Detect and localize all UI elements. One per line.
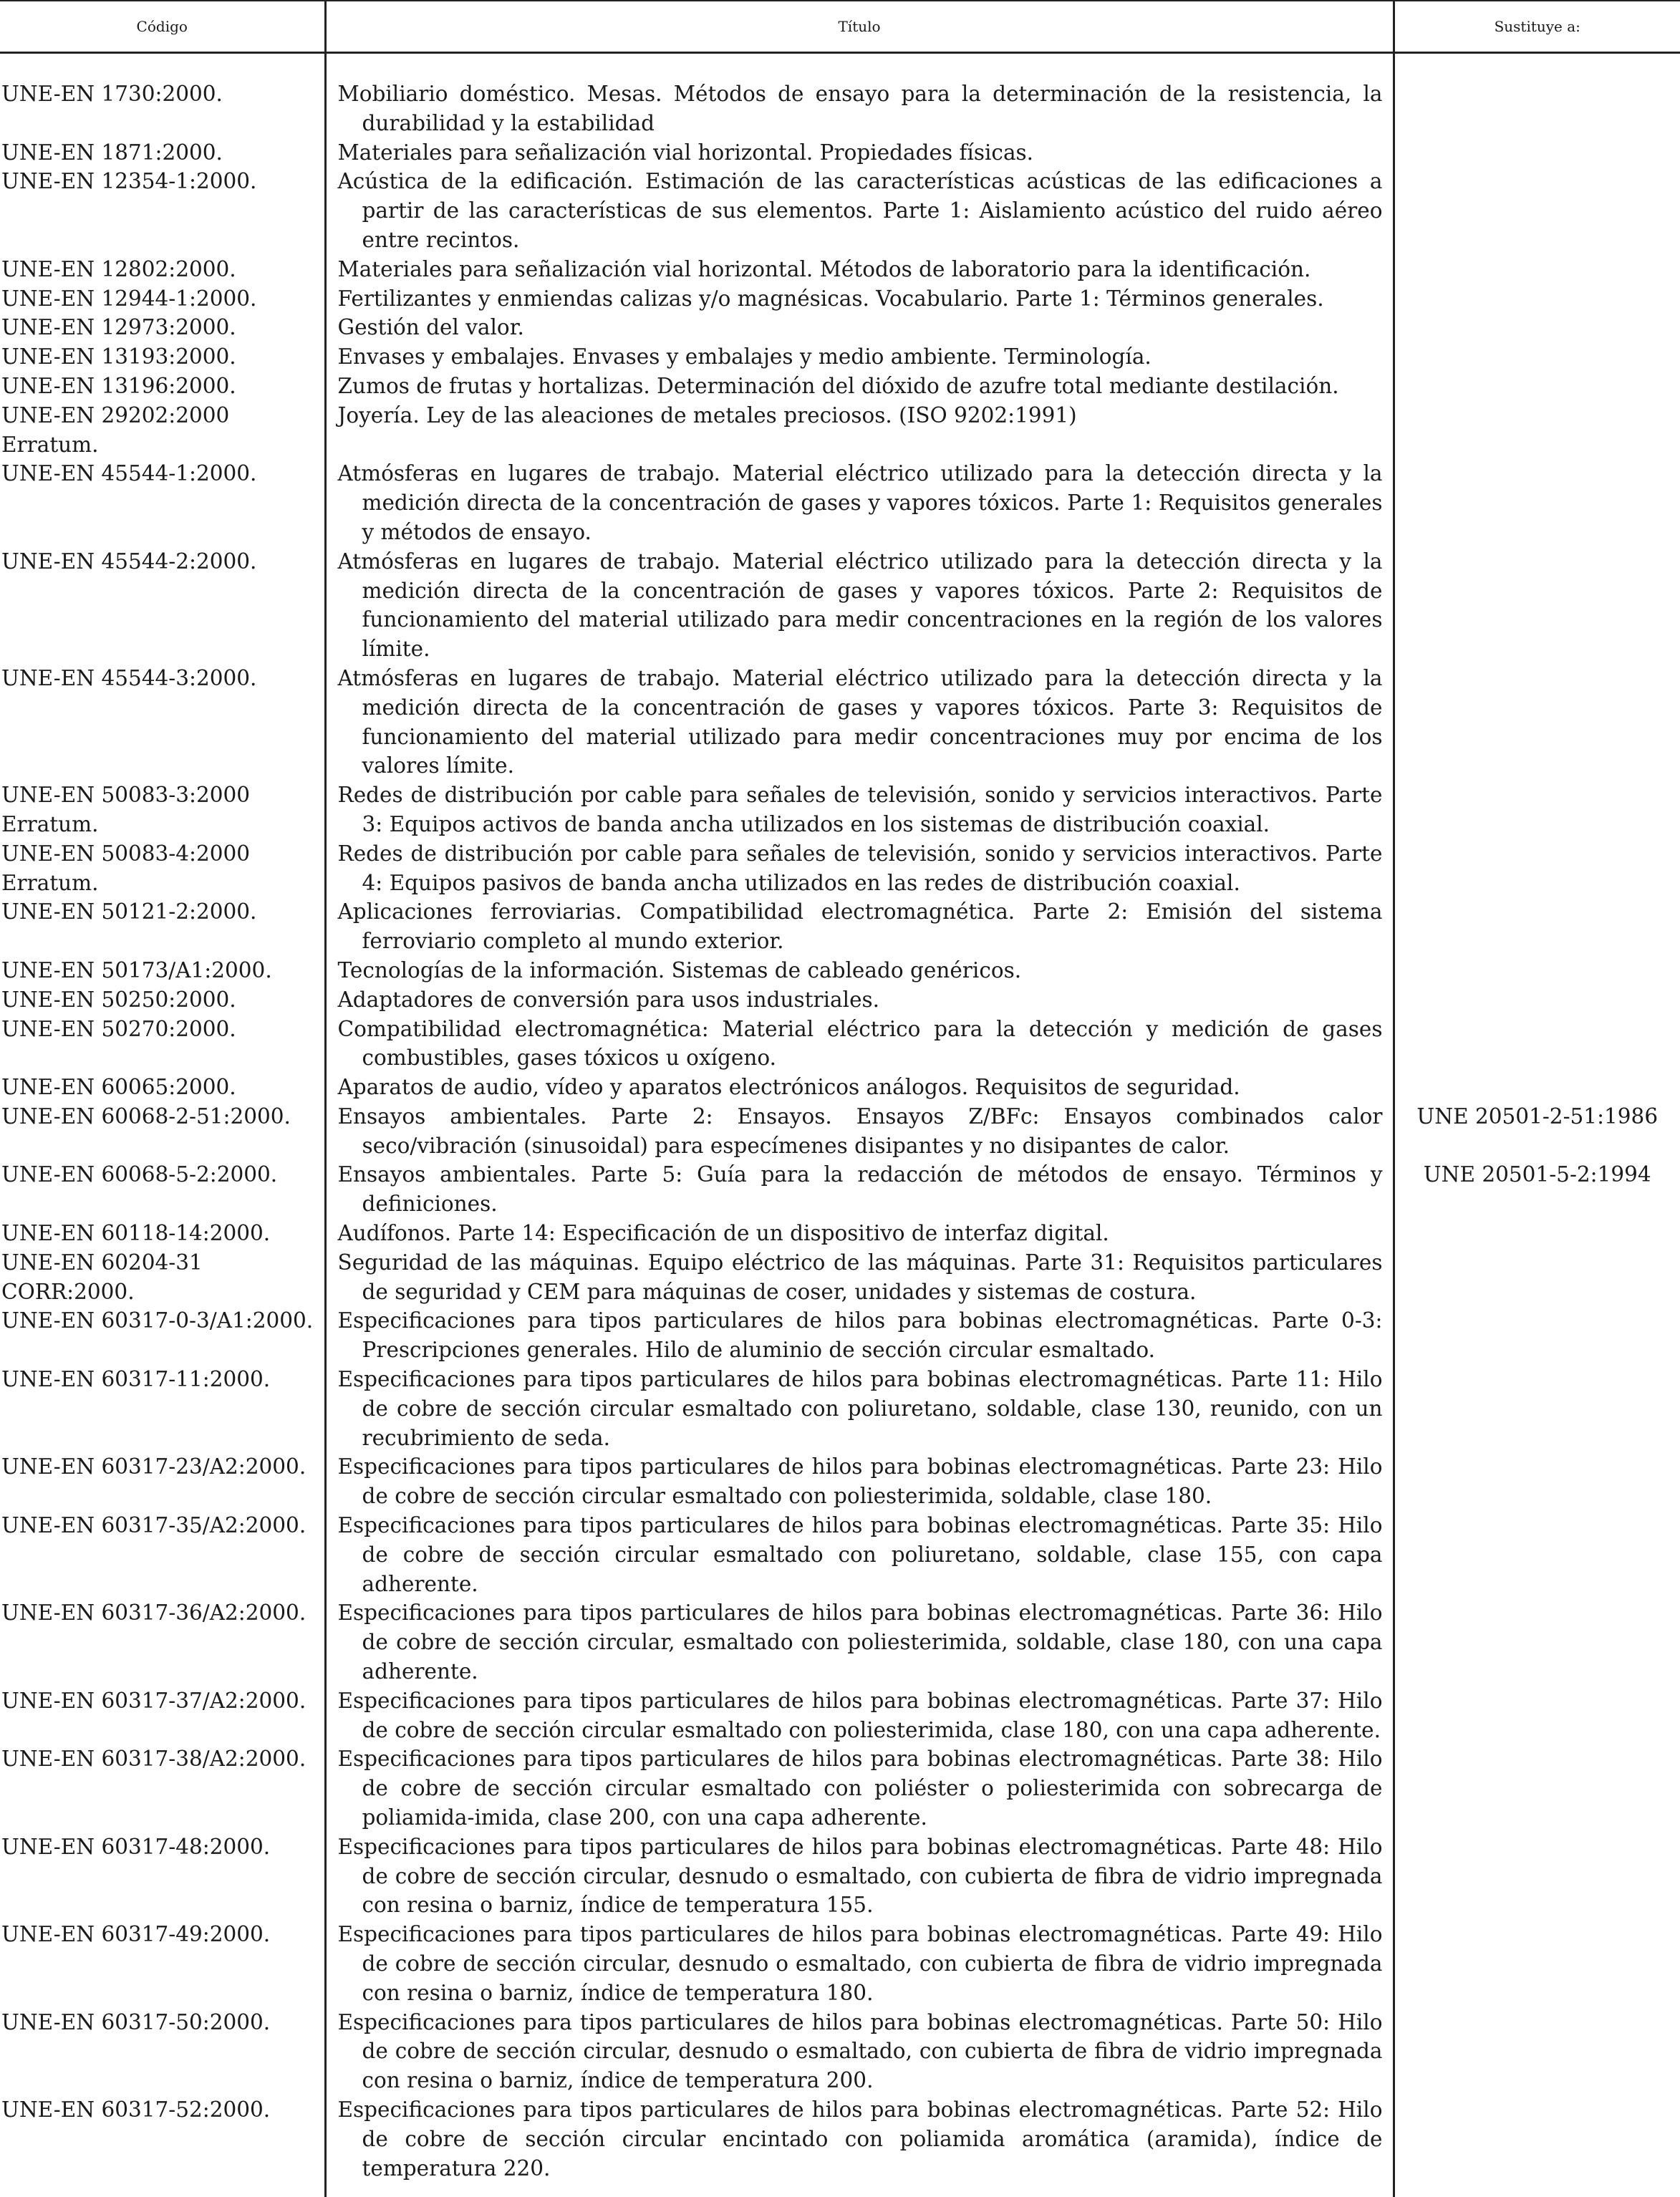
standard-code: UNE-EN 60204-31 CORR:2000. — [0, 1248, 325, 1307]
table-row — [0, 2095, 1680, 2183]
replaces-standard — [1394, 284, 1680, 314]
replaces-standard — [1394, 138, 1680, 168]
standard-title-cell — [325, 401, 1394, 460]
standard-title-cell — [325, 79, 1394, 138]
standard-title: Adaptadores de conversión para usos industriales. — [338, 985, 1383, 1015]
table-row — [0, 1511, 1680, 1598]
standard-title-cell — [325, 1073, 1394, 1102]
standard-code: UNE-EN 13193:2000. — [0, 342, 325, 372]
table-row — [0, 1833, 1680, 1920]
standard-title-cell — [325, 342, 1394, 372]
standard-code: UNE-EN 13196:2000. — [0, 372, 325, 401]
replaces-standard — [1394, 2095, 1680, 2183]
table-row — [0, 664, 1680, 781]
standard-code: UNE-EN 12944-1:2000. — [0, 284, 325, 314]
replaces-standard — [1394, 1073, 1680, 1102]
standard-code: UNE-EN 45544-3:2000. — [0, 664, 325, 781]
header-replaces: Sustituye a: — [1394, 1, 1680, 53]
standard-title: Aplicaciones ferroviarias. Compatibilidad electromagnética. Parte 2: Emisión del sistema ferroviario completo al mundo exterior. — [338, 897, 1383, 956]
standard-title-cell — [325, 547, 1394, 664]
standard-title: Redes de distribución por cable para señales de televisión, sonido y servicios interactivos. Parte 4: Equipos pasivos de banda ancha utilizados en las redes de distribución coaxial. — [338, 839, 1383, 898]
replaces-standard — [1394, 1219, 1680, 1248]
standard-title-cell — [325, 1452, 1394, 1511]
standard-title-cell — [325, 1686, 1394, 1745]
standard-title-cell — [325, 167, 1394, 254]
standard-code: UNE-EN 50250:2000. — [0, 985, 325, 1015]
standard-title-cell — [325, 1833, 1394, 1920]
table-row — [0, 1015, 1680, 1073]
header-title: Título — [325, 1, 1394, 53]
replaces-standard — [1394, 781, 1680, 839]
standard-code: UNE-EN 45544-1:2000. — [0, 459, 325, 546]
standard-code: UNE-EN 1871:2000. — [0, 138, 325, 168]
standard-code: UNE-EN 60317-35/A2:2000. — [0, 1511, 325, 1598]
table-row — [0, 2008, 1680, 2095]
standard-title-cell — [325, 313, 1394, 342]
table-row — [0, 79, 1680, 138]
standard-title-cell — [325, 1598, 1394, 1686]
standard-title: Especificaciones para tipos particulares de hilos para bobinas electromagnéticas. Parte 48: Hilo de cobre de sección circular, desnudo o esmaltado, con cubierta de fibra de vidrio impregnada con resina o barniz, índice de temperatura 155. — [338, 1833, 1383, 1920]
standard-code: UNE-EN 60317-52:2000. — [0, 2095, 325, 2183]
table-row — [0, 956, 1680, 985]
replaces-standard — [1394, 401, 1680, 460]
standard-title-cell — [325, 985, 1394, 1015]
standard-title: Atmósferas en lugares de trabajo. Material eléctrico utilizado para la detección directa y la medición directa de la concentración de gases y vapores tóxicos. Parte 3: Requisitos de funcionamiento del material utilizado para medir concentraciones muy por encima de los valores límite. — [338, 664, 1383, 781]
replaces-standard — [1394, 1015, 1680, 1073]
standard-title: Especificaciones para tipos particulares de hilos para bobinas electromagnéticas. Parte 52: Hilo de cobre de sección circular encintado con poliamida aromática (aramida), índice de temperatura 220. — [338, 2095, 1383, 2183]
table-header-row — [0, 1, 1680, 53]
standard-title-cell — [325, 2008, 1394, 2095]
standard-code: UNE-EN 12354-1:2000. — [0, 167, 325, 254]
table-row — [0, 313, 1680, 342]
standard-title: Especificaciones para tipos particulares de hilos para bobinas electromagnéticas. Parte 38: Hilo de cobre de sección circular esmaltado con poliéster o poliesterimida con sobrecarga de poliamida-imida, clase 200, con una capa adherente. — [338, 1744, 1383, 1832]
standard-title-cell — [325, 1160, 1394, 1219]
standard-title-cell — [325, 1920, 1394, 2007]
standard-code: UNE-EN 50270:2000. — [0, 1015, 325, 1073]
standard-title-cell — [325, 138, 1394, 168]
standard-title: Especificaciones para tipos particulares de hilos para bobinas electromagnéticas. Parte 37: Hilo de cobre de sección circular esmaltado con poliesterimida, clase 180, con una capa adherente. — [338, 1686, 1383, 1745]
replaces-standard — [1394, 956, 1680, 985]
table-row — [0, 1452, 1680, 1511]
replaces-standard — [1394, 1686, 1680, 1745]
standard-title-cell — [325, 1015, 1394, 1073]
replaces-standard — [1394, 342, 1680, 372]
standard-code: UNE-EN 60317-36/A2:2000. — [0, 1598, 325, 1686]
standard-code: UNE-EN 60317-37/A2:2000. — [0, 1686, 325, 1745]
replaces-standard — [1394, 255, 1680, 284]
standard-title: Especificaciones para tipos particulares de hilos para bobinas electromagnéticas. Parte 11: Hilo de cobre de sección circular esmaltado con poliuretano, soldable, clase 130, reunido, con un recubrimiento de seda. — [338, 1365, 1383, 1452]
standard-code: UNE-EN 60317-23/A2:2000. — [0, 1452, 325, 1511]
standard-title-cell — [325, 459, 1394, 546]
replaces-standard — [1394, 1511, 1680, 1598]
standard-code: UNE-EN 12973:2000. — [0, 313, 325, 342]
standard-code: UNE-EN 60317-0-3/A1:2000. — [0, 1306, 325, 1365]
table-row — [0, 1160, 1680, 1219]
standard-title: Atmósferas en lugares de trabajo. Material eléctrico utilizado para la detección directa y la medición directa de la concentración de gases y vapores tóxicos. Parte 1: Requisitos generales y métodos de ensayo. — [338, 459, 1383, 546]
standard-code: UNE-EN 50121-2:2000. — [0, 897, 325, 956]
replaces-standard — [1394, 459, 1680, 546]
table-row — [0, 985, 1680, 1015]
table-row — [0, 781, 1680, 839]
standard-code: UNE-EN 60317-50:2000. — [0, 2008, 325, 2095]
replaces-standard — [1394, 1365, 1680, 1452]
standard-title: Especificaciones para tipos particulares de hilos para bobinas electromagnéticas. Parte 0-3: Prescripciones generales. Hilo de aluminio de sección circular esmaltado. — [338, 1306, 1383, 1365]
standard-code: UNE-EN 60317-49:2000. — [0, 1920, 325, 2007]
standard-code: UNE-EN 45544-2:2000. — [0, 547, 325, 664]
standard-code: UNE-EN 29202:2000 Erratum. — [0, 401, 325, 460]
standard-title: Aparatos de audio, vídeo y aparatos electrónicos análogos. Requisitos de seguridad. — [338, 1073, 1383, 1102]
standard-title: Tecnologías de la información. Sistemas de cableado genéricos. — [338, 956, 1383, 985]
table-row — [0, 1686, 1680, 1745]
replaces-standard — [1394, 167, 1680, 254]
standard-title: Acústica de la edificación. Estimación de las características acústicas de las edificaciones a partir de las características de sus elementos. Parte 1: Aislamiento acústico del ruido aéreo entre recintos. — [338, 167, 1383, 254]
standard-title: Audífonos. Parte 14: Especificación de un dispositivo de interfaz digital. — [338, 1219, 1383, 1248]
standard-title: Ensayos ambientales. Parte 5: Guía para la redacción de métodos de ensayo. Términos y definiciones. — [338, 1160, 1383, 1219]
standard-title: Seguridad de las máquinas. Equipo eléctrico de las máquinas. Parte 31: Requisitos particulares de seguridad y CEM para máquinas de coser, unidades y sistemas de costura. — [338, 1248, 1383, 1307]
replaces-standard — [1394, 664, 1680, 781]
standard-code: UNE-EN 60065:2000. — [0, 1073, 325, 1102]
standard-title: Atmósferas en lugares de trabajo. Material eléctrico utilizado para la detección directa y la medición directa de la concentración de gases y vapores tóxicos. Parte 2: Requisitos de funcionamiento del material utilizado para medir concentraciones en la región de los valores límite. — [338, 547, 1383, 664]
replaces-standard — [1394, 372, 1680, 401]
standard-title-cell — [325, 897, 1394, 956]
replaces-standard — [1394, 79, 1680, 138]
standard-title-cell — [325, 372, 1394, 401]
table-row — [0, 1073, 1680, 1102]
table-row — [0, 284, 1680, 314]
replaces-standard — [1394, 313, 1680, 342]
replaces-standard — [1394, 839, 1680, 898]
replaces-standard — [1394, 1598, 1680, 1686]
standard-code: UNE-EN 50083-4:2000 Erratum. — [0, 839, 325, 898]
standard-title: Especificaciones para tipos particulares de hilos para bobinas electromagnéticas. Parte 23: Hilo de cobre de sección circular esmaltado con poliesterimida, soldable, clase 180. — [338, 1452, 1383, 1511]
standard-code: UNE-EN 50083-3:2000 Erratum. — [0, 781, 325, 839]
table-row — [0, 138, 1680, 168]
standard-title: Especificaciones para tipos particulares de hilos para bobinas electromagnéticas. Parte 50: Hilo de cobre de sección circular, desnudo o esmaltado, con cubierta de fibra de vidrio impregnada con resina o barniz, índice de temperatura 200. — [338, 2008, 1383, 2095]
table-row — [0, 1219, 1680, 1248]
table-row — [0, 1248, 1680, 1307]
table-row — [0, 401, 1680, 460]
table-row — [0, 897, 1680, 956]
standard-title: Fertilizantes y enmiendas calizas y/o magnésicas. Vocabulario. Parte 1: Términos generales. — [338, 284, 1383, 314]
replaces-standard: UNE 20501-2-51:1986 — [1394, 1102, 1680, 1161]
table-row — [0, 1920, 1680, 2007]
replaces-standard: UNE 20501-5-2:1994 — [1394, 1160, 1680, 1219]
standard-code: UNE-EN 50173/A1:2000. — [0, 956, 325, 985]
standard-title-cell — [325, 1248, 1394, 1307]
table-row — [0, 372, 1680, 401]
standard-title-cell — [325, 1511, 1394, 1598]
standard-title-cell — [325, 781, 1394, 839]
table-row — [0, 1306, 1680, 1365]
standard-code: UNE-EN 60068-5-2:2000. — [0, 1160, 325, 1219]
standard-title-cell — [325, 2095, 1394, 2183]
standard-code: UNE-EN 12802:2000. — [0, 255, 325, 284]
standard-title: Gestión del valor. — [338, 313, 1383, 342]
standard-code: UNE-EN 60317-11:2000. — [0, 1365, 325, 1452]
table-row — [0, 255, 1680, 284]
standard-title-cell — [325, 664, 1394, 781]
standard-code: UNE-EN 60317-48:2000. — [0, 1833, 325, 1920]
standard-title-cell — [325, 956, 1394, 985]
standard-title: Redes de distribución por cable para señales de televisión, sonido y servicios interactivos. Parte 3: Equipos activos de banda ancha utilizados en los sistemas de distribución coaxial. — [338, 781, 1383, 839]
standard-code: UNE-EN 1730:2000. — [0, 79, 325, 138]
standard-title-cell — [325, 1306, 1394, 1365]
standard-title: Especificaciones para tipos particulares de hilos para bobinas electromagnéticas. Parte 36: Hilo de cobre de sección circular, esmaltado con poliesterimida, soldable, clase 180, con una capa adherente. — [338, 1598, 1383, 1686]
table-row — [0, 1744, 1680, 1832]
standard-title: Materiales para señalización vial horizontal. Propiedades físicas. — [338, 138, 1383, 168]
header-gap — [0, 53, 1680, 80]
standard-title: Mobiliario doméstico. Mesas. Métodos de ensayo para la determinación de la resistencia, la durabilidad y la estabilidad — [338, 79, 1383, 138]
standard-code: UNE-EN 60068-2-51:2000. — [0, 1102, 325, 1161]
standard-title: Especificaciones para tipos particulares de hilos para bobinas electromagnéticas. Parte 35: Hilo de cobre de sección circular esmaltado con poliuretano, soldable, clase 155, con capa adherente. — [338, 1511, 1383, 1598]
table-filler — [0, 2183, 1680, 2197]
table-row — [0, 1102, 1680, 1161]
standard-title-cell — [325, 284, 1394, 314]
table-row — [0, 167, 1680, 254]
standard-title-cell — [325, 1102, 1394, 1161]
table-row — [0, 1365, 1680, 1452]
header-code: Código — [0, 1, 325, 53]
table-row — [0, 1598, 1680, 1686]
standard-title: Joyería. Ley de las aleaciones de metales preciosos. (ISO 9202:1991) — [338, 401, 1383, 430]
table-body — [0, 53, 1680, 2197]
replaces-standard — [1394, 985, 1680, 1015]
standard-title: Zumos de frutas y hortalizas. Determinación del dióxido de azufre total mediante destilación. — [338, 372, 1383, 401]
replaces-standard — [1394, 2008, 1680, 2095]
standard-title-cell — [325, 1744, 1394, 1832]
replaces-standard — [1394, 547, 1680, 664]
standard-title: Especificaciones para tipos particulares de hilos para bobinas electromagnéticas. Parte 49: Hilo de cobre de sección circular, desnudo o esmaltado, con cubierta de fibra de vidrio impregnada con resina o barniz, índice de temperatura 180. — [338, 1920, 1383, 2007]
replaces-standard — [1394, 1744, 1680, 1832]
table-row — [0, 547, 1680, 664]
standard-title-cell — [325, 1365, 1394, 1452]
standard-title-cell — [325, 839, 1394, 898]
table-row — [0, 459, 1680, 546]
standard-title: Materiales para señalización vial horizontal. Métodos de laboratorio para la identificación. — [338, 255, 1383, 284]
replaces-standard — [1394, 897, 1680, 956]
table-row — [0, 839, 1680, 898]
standard-title: Ensayos ambientales. Parte 2: Ensayos. Ensayos Z/BFc: Ensayos combinados calor seco/vibración (sinusoidal) para especímenes disipantes y no disipantes de calor. — [338, 1102, 1383, 1161]
replaces-standard — [1394, 1920, 1680, 2007]
replaces-standard — [1394, 1248, 1680, 1307]
standard-title: Compatibilidad electromagnética: Material eléctrico para la detección y medición de gases combustibles, gases tóxicos u oxígeno. — [338, 1015, 1383, 1073]
replaces-standard — [1394, 1306, 1680, 1365]
standard-title-cell — [325, 1219, 1394, 1248]
table-row — [0, 342, 1680, 372]
standard-title-cell — [325, 255, 1394, 284]
replaces-standard — [1394, 1452, 1680, 1511]
replaces-standard — [1394, 1833, 1680, 1920]
standard-code: UNE-EN 60317-38/A2:2000. — [0, 1744, 325, 1832]
standard-title: Envases y embalajes. Envases y embalajes y medio ambiente. Terminología. — [338, 342, 1383, 372]
standard-code: UNE-EN 60118-14:2000. — [0, 1219, 325, 1248]
